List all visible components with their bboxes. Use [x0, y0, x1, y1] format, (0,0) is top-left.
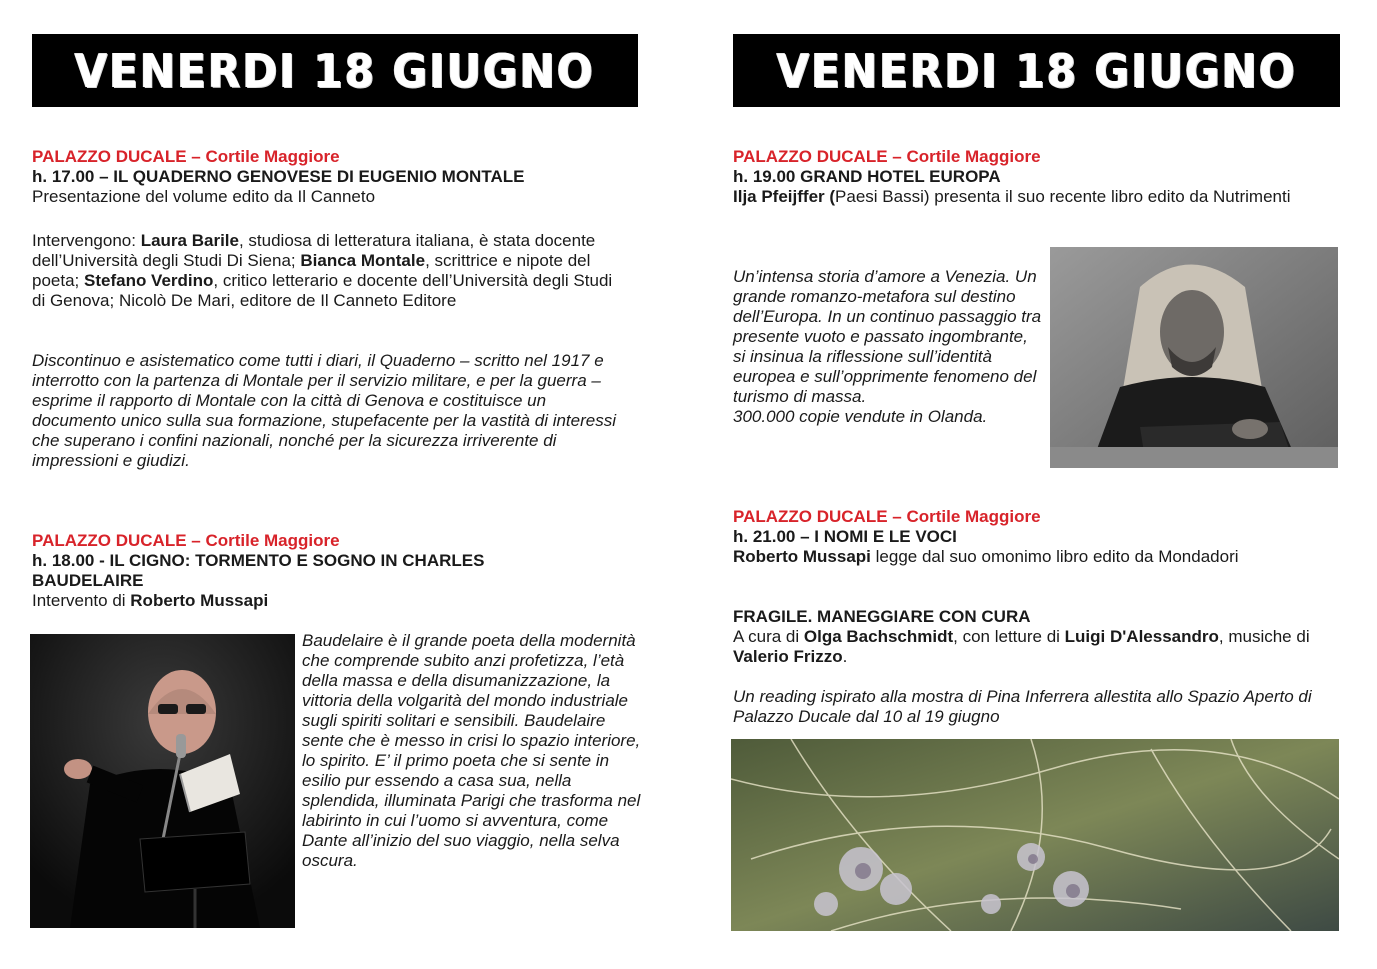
left-event2-title: h. 18.00 - IL CIGNO: TORMENTO E SOGNO IN CHARLES BAUDELAIRE: [32, 551, 485, 590]
music-intro: , musiche di: [1218, 627, 1310, 646]
right-event2-reader: [733, 547, 1353, 567]
intervention-name: Roberto Mussapi: [130, 591, 269, 610]
left-event1-speakers: [32, 231, 624, 311]
right-event3-title: FRAGILE. MANEGGIARE CON CURA: [733, 607, 1031, 626]
speaker-desc: , scrittrice e nipote del poeta;: [32, 251, 591, 290]
left-page: [0, 0, 680, 969]
reader-desc: legge dal suo omonimo libro edito da Mondadori: [870, 547, 1239, 566]
speaker-name: Bianca Montale: [300, 251, 426, 270]
book-sales: 300.000 copie vendute in Olanda.: [733, 407, 988, 426]
musician-name: Valerio Frizzo: [733, 647, 843, 666]
left-event1-venue: PALAZZO DUCALE – Cortile Maggiore: [32, 147, 340, 166]
speaker-desc: , critico letterario e docente dell’Università degli Studi di Genova; Nicolò De Mari, editore de Il Canneto Editore: [32, 271, 613, 310]
left-event1-description: Discontinuo e asistematico come tutti i diari, il Quaderno – scritto nel 1917 e interrotto con la partenza di Montale per il servizio militare, e per la guerra – esprime il rapporto di Montale con la città di Genova e costituisce un documento unico sulla sua formazione, stupefacente per la vastità di interessi che superano i confini nazionali, nonché per la sicurezza irriverente di impressioni e giudizi.: [32, 351, 616, 470]
left-banner-text: VENERDI 18 GIUGNO: [74, 43, 596, 98]
left-event2-intervention: [32, 591, 632, 611]
underwater-plants-graphic: [731, 739, 1339, 931]
readings-intro: , con letture di: [953, 627, 1065, 646]
pfeijffer-photo-graphic: [1050, 247, 1338, 468]
right-page: [700, 0, 1377, 969]
right-event2-title: h. 21.00 – I NOMI E LE VOCI: [733, 527, 957, 546]
right-event3-description: Un reading ispirato alla mostra di Pina Inferrera allestita allo Spazio Aperto di Palazzo Ducale dal 10 al 19 giugno: [733, 687, 1312, 726]
left-event1-title: h. 17.00 – IL QUADERNO GENOVESE DI EUGENIO MONTALE: [32, 167, 525, 186]
pfeijffer-photo: [1050, 247, 1338, 468]
speaker-name: Laura Barile: [140, 231, 239, 250]
music-end: .: [842, 647, 848, 666]
right-event3-credits: [733, 627, 1333, 667]
underwater-plants-photo: [731, 739, 1339, 931]
left-event2-venue: PALAZZO DUCALE – Cortile Maggiore: [32, 531, 340, 550]
mussapi-photo-graphic: [30, 634, 295, 928]
author-desc: Paesi Bassi) presenta il suo recente libro edito da Nutrimenti: [835, 187, 1291, 206]
right-event1-title: h. 19.00 GRAND HOTEL EUROPA: [733, 167, 1001, 186]
reader-name: Luigi D'Alessandro: [1064, 627, 1219, 646]
mussapi-photo: [30, 634, 295, 928]
right-banner-text: VENERDI 18 GIUGNO: [776, 43, 1297, 98]
speaker-desc: , studiosa di letteratura italiana, è stata docente dell’Università degli Studi Di Siena;: [32, 231, 596, 270]
right-event2-venue: PALAZZO DUCALE – Cortile Maggiore: [733, 507, 1041, 526]
right-date-banner: [733, 34, 1340, 107]
author-name: Ilja Pfeijffer (: [733, 187, 836, 206]
book-description: Un’intensa storia d’amore a Venezia. Un grande romanzo-metafora sul destino dell’Europa. In un continuo passaggio tra presente vuoto e passato ingombrante, si insinua la riflessione sull’identità europea e sull’opprimente fenomeno del turismo di massa.: [733, 267, 1042, 406]
curated-intro: A cura di: [733, 627, 804, 646]
intervention-intro: Intervento di: [32, 591, 131, 610]
right-event1-venue: PALAZZO DUCALE – Cortile Maggiore: [733, 147, 1041, 166]
reader-name: Roberto Mussapi: [733, 547, 871, 566]
left-date-banner: [32, 34, 638, 107]
left-event1-subtitle: Presentazione del volume edito da Il Canneto: [32, 187, 376, 206]
speaker-name: Stefano Verdino: [84, 271, 214, 290]
curator-name: Olga Bachschmidt: [803, 627, 954, 646]
left-event2-description: Baudelaire è il grande poeta della modernità che comprende subito anzi profetizza, l’età della massa e della disumanizzazione, la vittoria della volgarità del mondo industriale sugli spiriti solitari e sensibili. Baudelaire sente che è messo in crisi lo spazio interiore, lo spirito. E’ il primo poeta che si sente in esilio pur essendo a casa sua, nella splendida, illuminata Parigi che trasforma nel labirinto in cui l’uomo si avventura, come Dante all’inizio del suo viaggio, nella selva oscura.: [302, 631, 641, 870]
right-event1-description: [733, 267, 1043, 427]
speakers-intro: Intervengono:: [32, 231, 141, 250]
right-event1-author: [733, 187, 1333, 207]
